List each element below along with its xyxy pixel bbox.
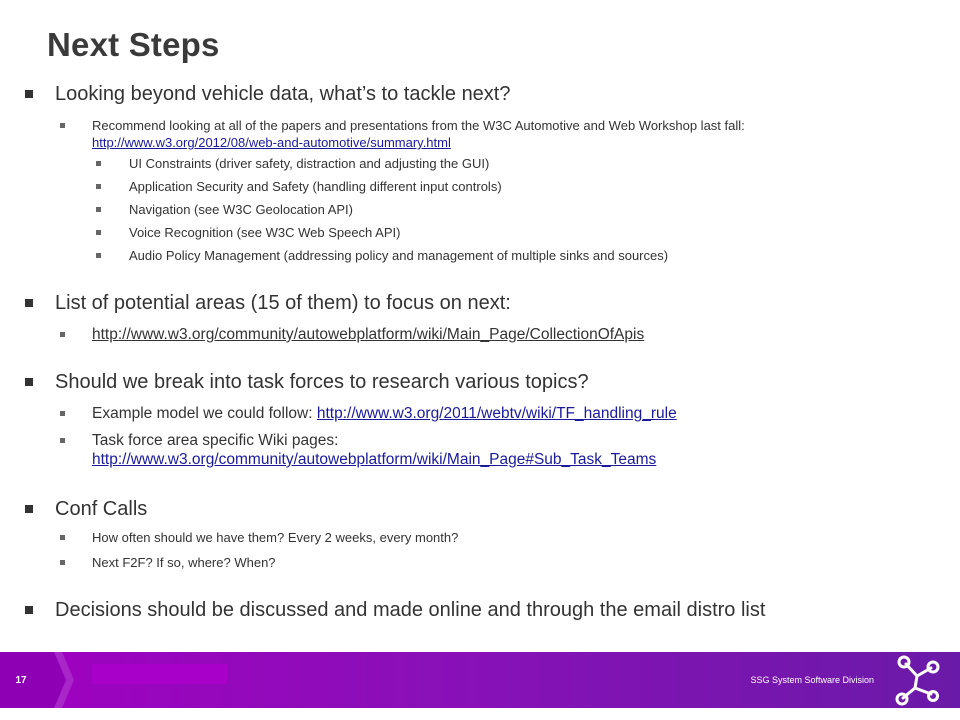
bullet-text: List of potential areas (15 of them) to focus on next: <box>55 292 511 314</box>
square-bullet-icon <box>25 299 33 307</box>
footer-placeholder-box <box>92 664 227 684</box>
sub-sub-bullet <box>96 155 489 172</box>
network-nodes-icon <box>893 654 943 706</box>
sub-sub-bullet <box>96 247 668 264</box>
square-bullet-icon <box>96 230 101 235</box>
square-bullet-icon <box>60 438 65 443</box>
sub-bullet-text: How often should we have them? Every 2 weeks, every month? <box>92 530 459 545</box>
recommend-text: Recommend looking at all of the papers and presentations from the W3C Automotive and Web Workshop last fall: <box>92 118 745 133</box>
sub-sub-bullet <box>96 224 400 241</box>
topic-text: Navigation (see W3C Geolocation API) <box>129 202 353 217</box>
square-bullet-icon <box>60 560 65 565</box>
bullet-text: Should we break into task forces to research various topics? <box>55 371 589 393</box>
bullet-task-forces <box>25 370 589 394</box>
topic-text: UI Constraints (driver safety, distraction and adjusting the GUI) <box>129 156 490 171</box>
square-bullet-icon <box>96 184 101 189</box>
wiki-pages-text: Task force area specific Wiki pages: <box>92 432 339 449</box>
topic-text: Application Security and Safety (handling different input controls) <box>129 179 502 194</box>
sub-bullet-next-f2f <box>60 554 276 571</box>
square-bullet-icon <box>60 411 65 416</box>
sub-sub-bullet <box>96 201 353 218</box>
square-bullet-icon <box>96 161 101 166</box>
sub-bullet-text <box>92 117 920 151</box>
square-bullet-icon <box>25 505 33 513</box>
square-bullet-icon <box>96 253 101 258</box>
bullet-potential-areas <box>25 291 511 315</box>
sub-bullet-wiki-pages <box>60 431 656 469</box>
square-bullet-icon <box>60 332 65 337</box>
sub-sub-bullet <box>96 178 502 195</box>
topic-text: Audio Policy Management (addressing policy and management of multiple sinks and sources) <box>129 248 669 263</box>
sub-bullet-text <box>92 404 677 423</box>
division-label: SSG System Software Division <box>750 675 874 685</box>
bullet-decisions <box>25 598 765 622</box>
slide-title: Next Steps <box>47 26 220 63</box>
square-bullet-icon <box>25 606 33 614</box>
sub-bullet-text <box>92 431 656 469</box>
sub-bullet-example-model <box>60 404 677 423</box>
sub-task-teams-link[interactable]: http://www.w3.org/community/autowebplatform/wiki/Main_Page#Sub_Task_Teams <box>92 451 657 468</box>
square-bullet-icon <box>25 378 33 386</box>
example-model-text: Example model we could follow: <box>92 405 317 422</box>
sub-bullet-collection-link <box>60 325 644 344</box>
tf-handling-rule-link[interactable]: http://www.w3.org/2011/webtv/wiki/TF_handling_rule <box>316 405 677 422</box>
collection-of-apis-link[interactable]: http://www.w3.org/community/autowebplatform/wiki/Main_Page/CollectionOfApis <box>92 326 645 343</box>
square-bullet-icon <box>60 123 65 128</box>
sub-bullet-conf-frequency <box>60 529 458 546</box>
square-bullet-icon <box>60 535 65 540</box>
bullet-looking-beyond <box>25 82 511 106</box>
bullet-conf-calls <box>25 497 147 521</box>
square-bullet-icon <box>25 90 33 98</box>
topic-text: Voice Recognition (see W3C Web Speech API) <box>129 225 401 240</box>
square-bullet-icon <box>96 207 101 212</box>
bullet-text: Decisions should be discussed and made online and through the email distro list <box>55 599 766 621</box>
bullet-text: Looking beyond vehicle data, what’s to tackle next? <box>55 83 511 105</box>
sub-bullet-recommend <box>60 117 920 151</box>
bullet-text: Conf Calls <box>55 498 148 520</box>
sub-bullet-text: Next F2F? If so, where? When? <box>92 555 276 570</box>
page-number: 17 <box>15 674 27 686</box>
workshop-summary-link[interactable]: http://www.w3.org/2012/08/web-and-automotive/summary.html <box>92 135 451 150</box>
